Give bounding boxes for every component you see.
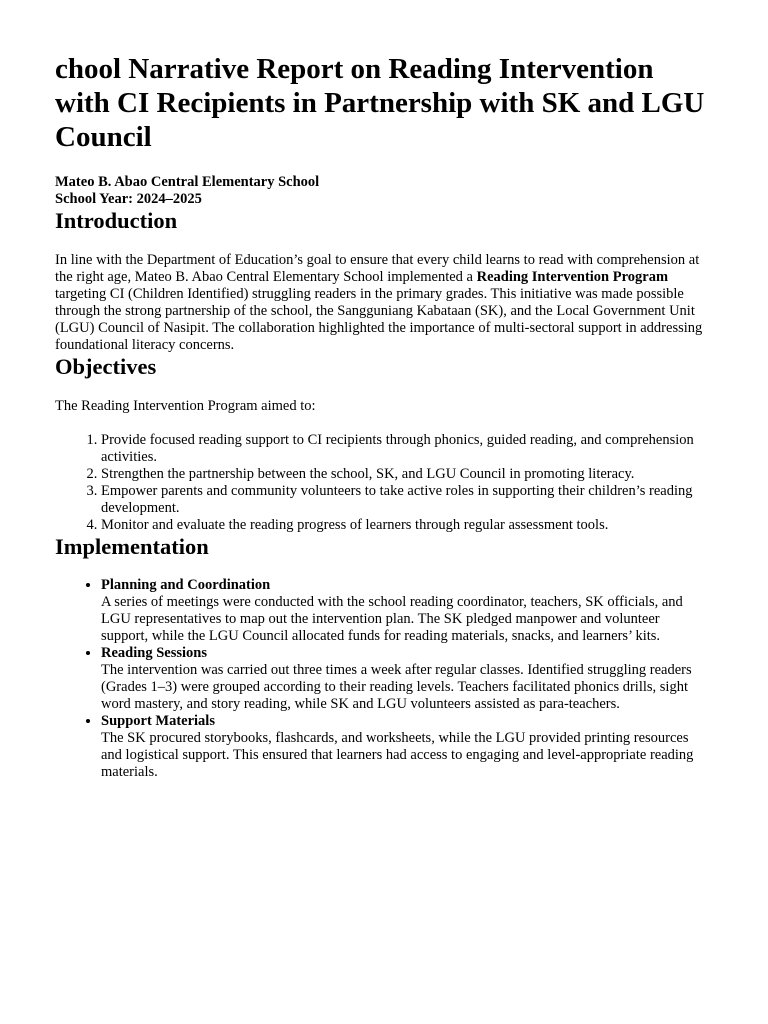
implementation-item (101, 645, 708, 713)
implementation-item-text: The SK procured storybooks, flashcards, and worksheets, while the LGU provided printing resources and logistical support. This ensured that learners had access to engaging and level-appropriate reading materials. (101, 730, 694, 780)
introduction-text-end: targeting CI (Children Identified) struggling readers in the primary grades. This initiative was made possible through the strong partnership of the school, the Sangguniang Kabataan (SK), and the Local Government Unit (LGU) Council of Nasipit. The collaboration highlighted the importance of multi-sectoral support in addressing foundational literacy concerns. (55, 286, 703, 353)
document-title: chool Narrative Report on Reading Intervention with CI Recipients in Partnership with SK and LGU Council (55, 53, 705, 153)
school-name: Mateo B. Abao Central Elementary School (55, 174, 320, 190)
objectives-list (55, 432, 708, 534)
implementation-item-title: Planning and Coordination (101, 577, 271, 593)
implementation-item (101, 577, 708, 645)
implementation-list (55, 577, 708, 781)
implementation-heading: Implementation (55, 534, 209, 559)
document-meta (55, 174, 708, 208)
objective-item: 3. Empower parents and community volunteers to take active roles in supporting their children’s reading development. (101, 483, 708, 517)
program-name-bold: Reading Intervention Program (476, 269, 669, 285)
objective-item: 2. Strengthen the partnership between the school, SK, and LGU Council in promoting literacy. (101, 466, 708, 483)
introduction-paragraph (55, 252, 708, 354)
implementation-item (101, 713, 708, 781)
objective-item: 1. Provide focused reading support to CI recipients through phonics, guided reading, and comprehension activities. (101, 432, 708, 466)
introduction-text-start: In line with the Department of Education’s goal to ensure that every child learns to read with comprehension at the right age, Mateo B. Abao Central Elementary School implemented a (55, 252, 700, 285)
implementation-item-title: Support Materials (101, 713, 215, 729)
objectives-lead: The Reading Intervention Program aimed to: (55, 398, 316, 414)
school-year: School Year: 2024–2025 (55, 191, 202, 207)
implementation-item-text: The intervention was carried out three times a week after regular classes. Identified struggling readers (Grades 1–3) were grouped according to their reading levels. Teachers facilitated phonics drills, sight word mastery, and story reading, while SK and LGU volunteers assisted as para-teachers. (101, 662, 692, 712)
introduction-heading: Introduction (55, 208, 178, 233)
implementation-item-text: A series of meetings were conducted with the school reading coordinator, teachers, SK officials, and LGU representatives to map out the intervention plan. The SK pledged manpower and volunteer support, while the LGU Council allocated funds for reading materials, snacks, and learners’ kits. (101, 594, 683, 644)
implementation-item-title: Reading Sessions (101, 645, 207, 661)
objective-item: 4. Monitor and evaluate the reading progress of learners through regular assessment tools. (101, 517, 708, 534)
objectives-heading: Objectives (55, 354, 157, 379)
